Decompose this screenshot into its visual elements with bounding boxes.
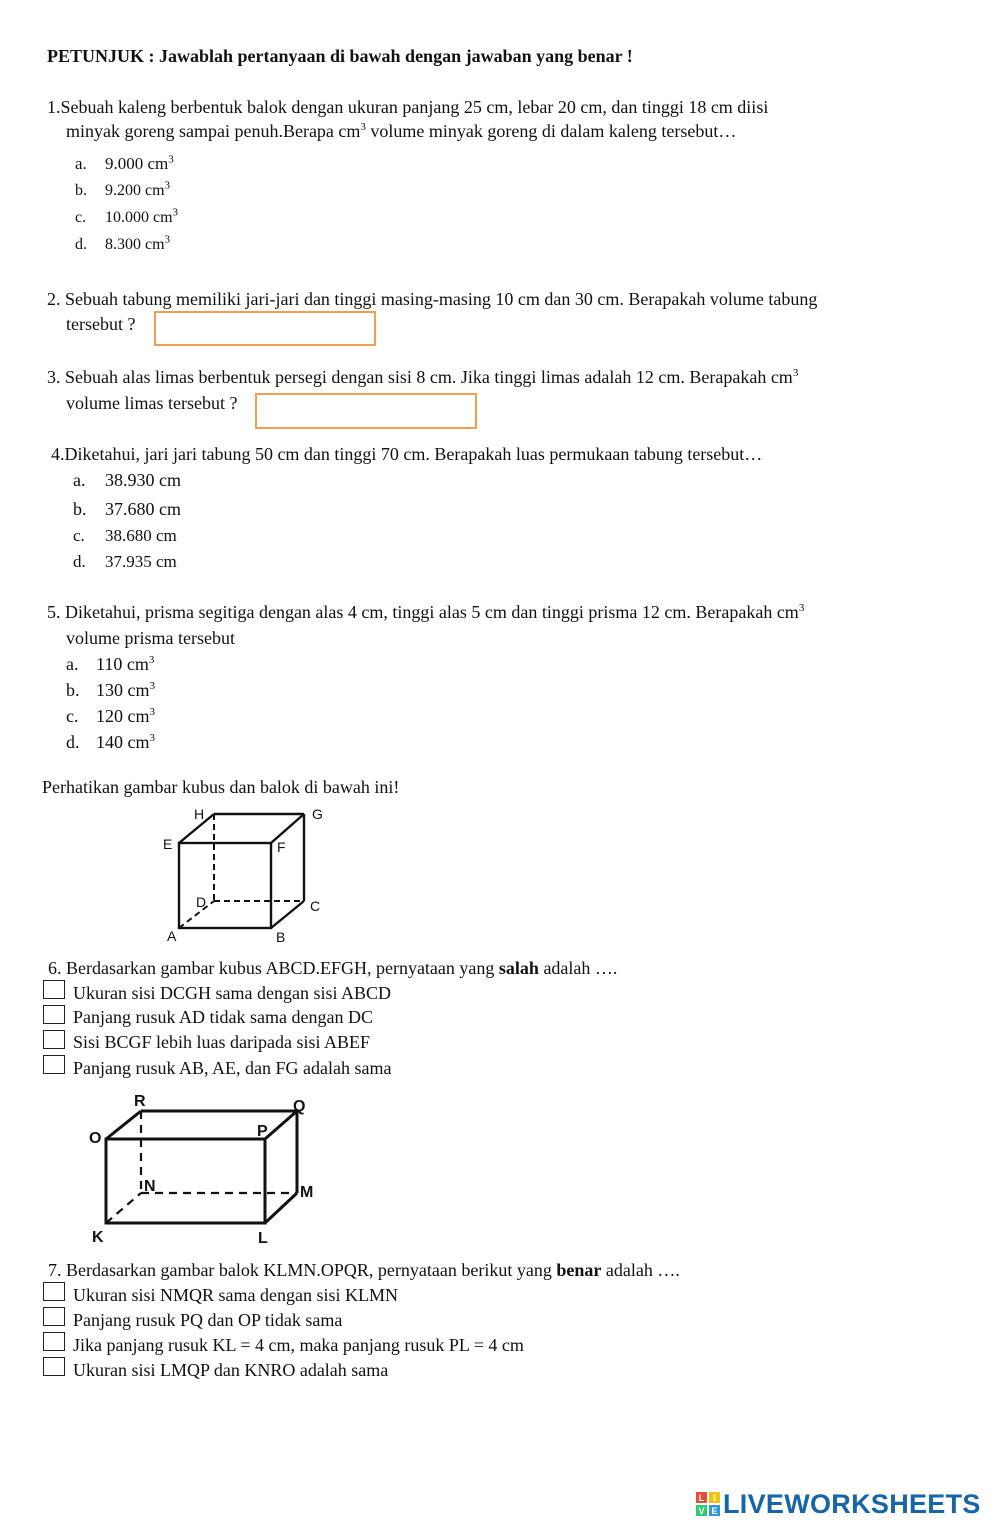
cuboid-label-L: L	[258, 1230, 268, 1247]
q4-option-d[interactable]: d. 37.935 cm	[73, 552, 177, 571]
cube-label-G: G	[312, 806, 323, 822]
cube-label-F: F	[277, 839, 286, 855]
q3-answer-input[interactable]	[255, 393, 477, 429]
cube-edge-FG	[271, 814, 304, 843]
q5-stem-line1: 5. Diketahui, prisma segitiga dengan alas 4 cm, tinggi alas 5 cm dan tinggi prisma 12 cm. Berapakah $cm^3$	[47, 602, 805, 622]
q6-stem: 6. Berdasarkan gambar kubus ABCD.EFGH, pernyataan yang salah adalah ….	[48, 958, 618, 978]
svg-text:I: I	[713, 1493, 716, 1503]
q1-option-a[interactable]: a. 9.000 $cm^3$	[75, 153, 174, 173]
cube-label-C: C	[310, 898, 321, 914]
q5-option-c[interactable]: c. 120 $cm^3$	[66, 706, 155, 726]
q6-option-4: Panjang rusuk AB, AE, dan FG adalah sama	[73, 1058, 392, 1078]
cube-label-A: A	[167, 928, 177, 944]
cuboid-label-N: N	[144, 1178, 156, 1195]
q7-checkbox-3[interactable]	[43, 1332, 65, 1351]
q7-checkbox-4[interactable]	[43, 1357, 65, 1376]
q1-option-b[interactable]: b. 9.200 $cm^3$	[75, 179, 171, 199]
q7-option-4: Ukuran sisi LMQP dan KNRO adalah sama	[73, 1360, 389, 1380]
q5-option-b[interactable]: b. 130 $cm^3$	[66, 680, 155, 700]
q7-checkbox-1[interactable]	[43, 1282, 65, 1301]
q1-stem-line2: minyak goreng sampai penuh.Berapa $cm^3$ volume minyak goreng di dalam kaleng tersebut…	[66, 121, 737, 141]
liveworksheets-wordmark: LIVEWORKSHEETS	[723, 1488, 981, 1519]
q4-option-b[interactable]: b. 37.680 cm	[73, 499, 181, 519]
q1-option-c[interactable]: c. 10.000 $cm^3$	[75, 206, 179, 226]
cube-label-B: B	[276, 929, 286, 945]
cube-figure	[150, 800, 340, 950]
q6-option-1: Ukuran sisi DCGH sama dengan sisi ABCD	[73, 983, 391, 1003]
cuboid-front-face	[106, 1139, 265, 1223]
q1-stem-line1: 1.Sebuah kaleng berbentuk balok dengan ukuran panjang 25 cm, lebar 20 cm, dan tinggi 18 cm diisi	[47, 97, 769, 117]
q5-option-a[interactable]: a. 110 $cm^3$	[66, 654, 155, 674]
cuboid-edge-KN	[106, 1193, 141, 1223]
q7-option-2: Panjang rusuk PQ dan OP tidak sama	[73, 1310, 343, 1330]
q6-checkbox-4[interactable]	[43, 1055, 65, 1074]
q7-option-3: Jika panjang rusuk KL = 4 cm, maka panjang rusuk PL = 4 cm	[73, 1335, 524, 1355]
svg-text:E: E	[711, 1506, 718, 1516]
cube-label-H: H	[194, 806, 205, 822]
q6-option-2: Panjang rusuk AD tidak sama dengan DC	[73, 1007, 373, 1027]
liveworksheets-logo-icon	[696, 1492, 720, 1516]
figure-intro: Perhatikan gambar kubus dan balok di bawah ini!	[42, 777, 400, 797]
svg-text:V: V	[698, 1506, 705, 1516]
q7-stem: 7. Berdasarkan gambar balok KLMN.OPQR, pernyataan berikut yang benar adalah ….	[48, 1260, 680, 1280]
q1-option-d[interactable]: d. 8.300 $cm^3$	[75, 233, 171, 253]
cuboid-label-O: O	[89, 1130, 102, 1147]
q7-option-1: Ukuran sisi NMQR sama dengan sisi KLMN	[73, 1285, 398, 1305]
cuboid-edge-LM	[265, 1193, 297, 1223]
q4-option-a[interactable]: a. 38.930 cm	[73, 470, 181, 490]
cube-edge-BC	[271, 901, 304, 928]
q6-checkbox-2[interactable]	[43, 1005, 65, 1024]
cuboid-edge-PQ	[265, 1111, 297, 1139]
cuboid-label-Q: Q	[293, 1098, 306, 1115]
q4-stem: 4.Diketahui, jari jari tabung 50 cm dan tinggi 70 cm. Berapakah luas permukaan tabung tersebut…	[51, 444, 763, 464]
cuboid-label-K: K	[92, 1229, 104, 1246]
q5-stem-line2: volume prisma tersebut	[66, 628, 235, 648]
q4-option-c[interactable]: c. 38.680 cm	[73, 526, 177, 545]
q6-checkbox-3[interactable]	[43, 1030, 65, 1049]
cuboid-label-P: P	[257, 1123, 268, 1140]
q7-checkbox-2[interactable]	[43, 1307, 65, 1326]
q3-stem-line2: volume limas tersebut ?	[66, 393, 238, 413]
q6-option-3: Sisi BCGF lebih luas daripada sisi ABEF	[73, 1032, 371, 1052]
instructions: PETUNJUK : Jawablah pertanyaan di bawah dengan jawaban yang benar !	[47, 46, 633, 66]
cube-label-E: E	[163, 836, 173, 852]
q2-stem-line2: tersebut ?	[66, 314, 136, 334]
q5-option-d[interactable]: d. 140 $cm^3$	[66, 732, 155, 752]
cuboid-label-R: R	[134, 1093, 146, 1110]
q2-answer-input[interactable]	[154, 311, 376, 346]
q2-stem-line1: 2. Sebuah tabung memiliki jari-jari dan tinggi masing-masing 10 cm dan 30 cm. Berapakah volume tabung	[47, 289, 818, 309]
liveworksheets-brand	[696, 1489, 981, 1519]
svg-text:L: L	[698, 1493, 705, 1503]
q6-checkbox-1[interactable]	[43, 980, 65, 999]
q3-stem-line1: 3. Sebuah alas limas berbentuk persegi dengan sisi 8 cm. Jika tinggi limas adalah 12 cm. Berapakah $cm^3$	[47, 367, 799, 387]
cube-label-D: D	[196, 894, 207, 910]
cuboid-label-M: M	[300, 1184, 314, 1201]
cuboid-edge-OR	[106, 1111, 141, 1139]
cube-front-face	[179, 843, 271, 928]
cuboid-figure	[80, 1085, 340, 1250]
